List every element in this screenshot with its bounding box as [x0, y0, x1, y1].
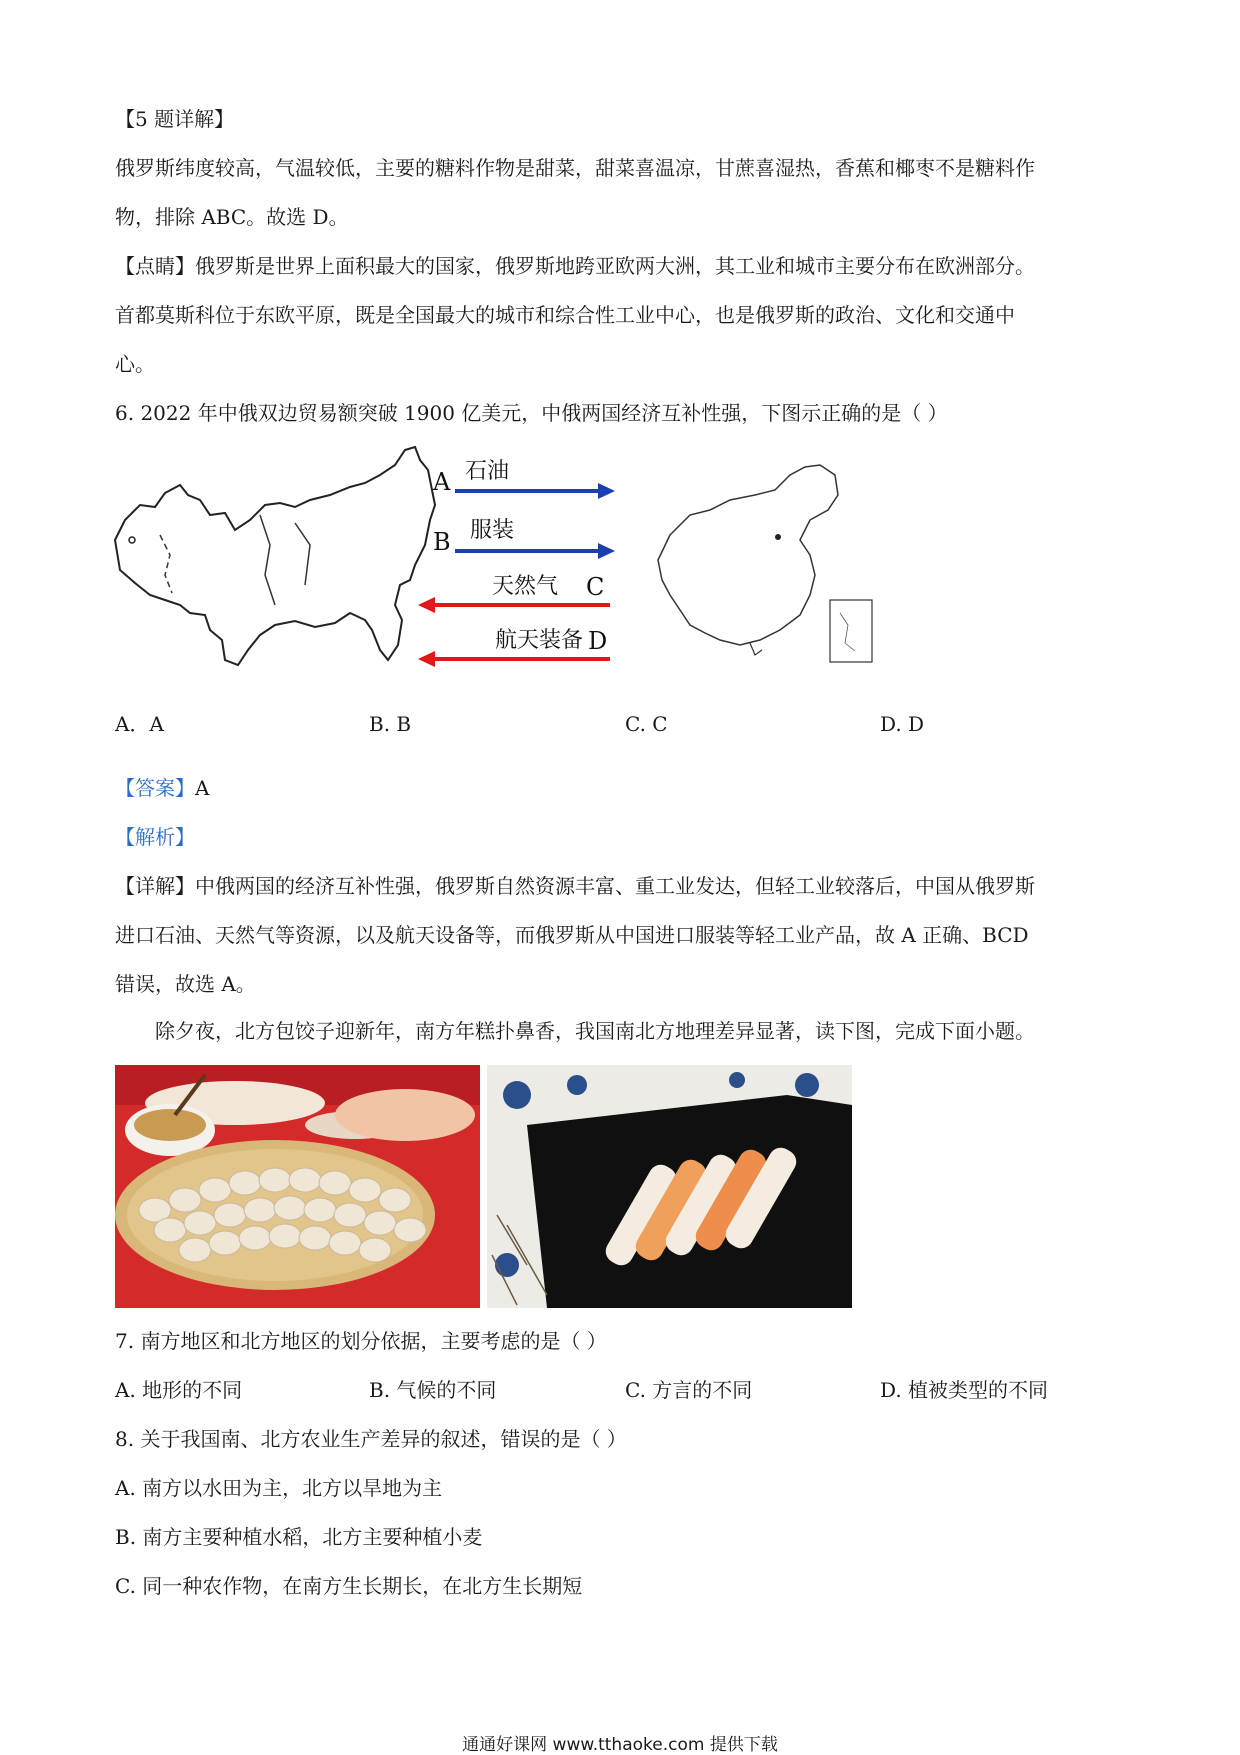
q5-detail-line: 俄罗斯纬度较高，气温较低，主要的糖料作物是甜菜，甜菜喜温凉，甘蔗喜湿热，香蕉和椰枣不是糖料作	[115, 156, 1035, 180]
arrow-label: 天然气	[492, 574, 559, 599]
q6-answer	[115, 776, 209, 800]
q6-option-a[interactable]: A．A	[115, 712, 164, 736]
rice-cake-photo	[487, 1065, 852, 1308]
q8-option-c[interactable]: C. 同一种农作物，在南方生长期长，在北方生长期短	[115, 1574, 583, 1598]
q6-option-b[interactable]: B. B	[369, 712, 412, 736]
dumplings-photo	[115, 1065, 480, 1308]
arrow-a	[432, 459, 615, 499]
q8-stem: 8. 关于我国南、北方农业生产差异的叙述，错误的是（ ）	[115, 1427, 627, 1451]
q5-tip-line: 心。	[115, 352, 155, 376]
arrow-label: 石油	[465, 459, 510, 484]
page-footer: 通通好课网 www.tthaoke.com 提供下载	[462, 1735, 778, 1755]
russia-map-outline	[115, 447, 435, 665]
arrow-c	[418, 573, 610, 613]
q6-option-c[interactable]: C. C	[625, 712, 668, 736]
q5-tip-line: 首都莫斯科位于东欧平原，既是全国最大的城市和综合性工业中心，也是俄罗斯的政治、文化和交通中	[115, 303, 1015, 327]
q8-option-b[interactable]: B. 南方主要种植水稻，北方主要种植小麦	[115, 1525, 483, 1549]
arrow-letter: B	[433, 528, 451, 556]
q5-detail-line: 物，排除 ABC。故选 D。	[115, 205, 349, 229]
q7-option-a[interactable]: A. 地形的不同	[115, 1378, 243, 1402]
china-map-outline	[658, 465, 838, 645]
answer-tag: 【答案】	[115, 776, 195, 800]
q8-option-a[interactable]: A. 南方以水田为主，北方以旱地为主	[115, 1476, 443, 1500]
arrow-d	[418, 627, 610, 667]
q7-stem: 7. 南方地区和北方地区的划分依据，主要考虑的是（ ）	[115, 1329, 607, 1353]
q6-detail-line: 进口石油、天然气等资源，以及航天设备等，而俄罗斯从中国进口服装等轻工业产品，故 A 正确、BCD	[115, 923, 1029, 947]
arrow-letter: A	[433, 468, 451, 496]
arrow-letter: D	[588, 627, 608, 655]
arrow-b	[433, 518, 615, 559]
answer-value: A	[195, 776, 210, 800]
q6-detail-line: 错误，故选 A。	[115, 972, 256, 996]
q7-option-c[interactable]: C. 方言的不同	[625, 1378, 753, 1402]
arrow-label: 服装	[470, 518, 515, 543]
arrow-letter: C	[586, 573, 605, 601]
trade-map-figure	[110, 445, 980, 685]
q7-option-b[interactable]: B. 气候的不同	[369, 1378, 497, 1402]
q6-detail-line: 【详解】中俄两国的经济互补性强，俄罗斯自然资源丰富、重工业发达，但轻工业较落后，中国从俄罗斯	[115, 874, 1035, 898]
q5-detail-heading: 【5 题详解】	[115, 107, 235, 131]
q7-option-d[interactable]: D. 植被类型的不同	[880, 1378, 1049, 1402]
q7-8-intro: 除夕夜，北方包饺子迎新年，南方年糕扑鼻香，我国南北方地理差异显著，读下图，完成下面小题。	[155, 1019, 1035, 1043]
arrow-label: 航天装备	[495, 628, 584, 653]
q5-tip-line: 【点睛】俄罗斯是世界上面积最大的国家，俄罗斯地跨亚欧两大洲，其工业和城市主要分布在欧洲部分。	[115, 254, 1035, 278]
analysis-tag: 【解析】	[115, 825, 195, 849]
south-china-sea-inset	[830, 600, 872, 662]
q6-stem: 6. 2022 年中俄双边贸易额突破 1900 亿美元，中俄两国经济互补性强，下图示正确的是（ ）	[115, 401, 948, 425]
q6-option-d[interactable]: D. D	[880, 712, 925, 736]
